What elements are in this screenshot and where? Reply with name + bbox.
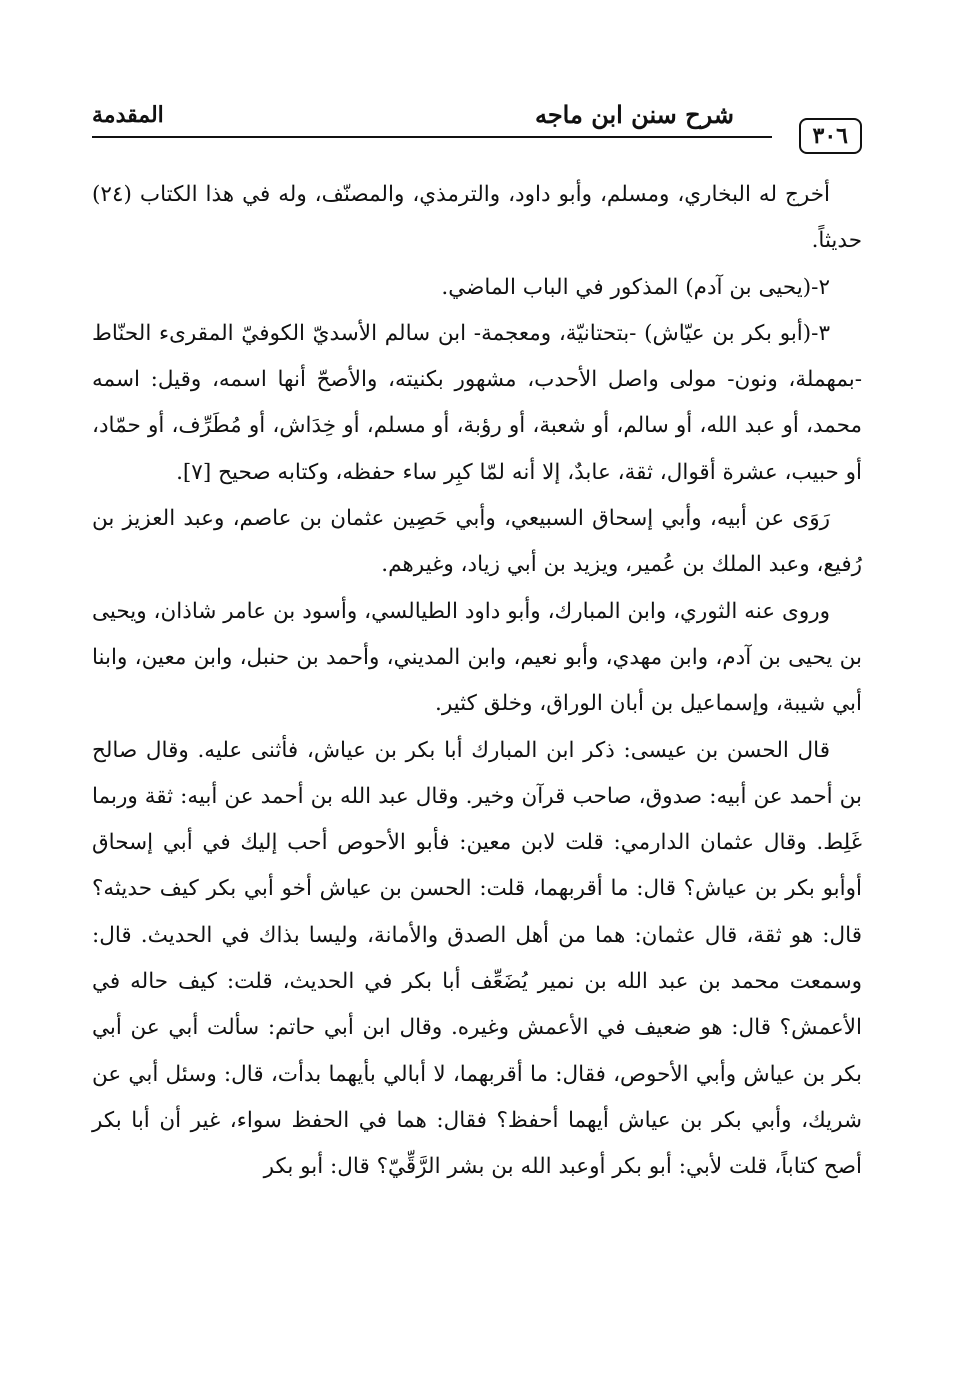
running-title: شرح سنن ابن ماجه (534, 100, 734, 129)
header-rule (92, 136, 772, 138)
paragraph: أخرج له البخاري، ومسلم، وأبو داود، والترمذي، والمصنّف، وله في هذا الكتاب (٢٤) حديثاً. (92, 182, 862, 254)
paragraph: قال الحسن بن عيسى: ذكر ابن المبارك أبا بكر بن عياش، فأثنى عليه. وقال صالح بن أحمد عن أبيه: صدوق، صاحب قرآن وخير. وقال عبد الله بن أحمد عن أبيه: ثقة وربما غَلِط. وقال عثمان الدارمي: قلت لابن معين: فأبو الأحوص أحب إليك في أبي إسحاق أوأبو بكر بن عياش؟ قال: ما أقربهما، قلت: الحسن بن عياش أخو أبي بكر كيف حديثه؟ قال: هو ثقة، قال عثمان: هما من أهل الصدق والأمانة، وليسا بذاك في الحديث. قال: وسمعت محمد بن عبد الله بن نمير يُضَعِّف أبا بكر في الحديث، قلت: كيف حاله في الأعمش؟ قال: هو ضعيف في الأعمش وغيره. وقال ابن أبي حاتم: سألت أبي عن أبي بكر بن عياش وأبي الأحوص، فقال: ما أقربهما، لا أبالي بأيهما بدأت، قال: وسئل أبي عن شريك، وأبي بكر بن عياش أيهما أحفظ؟ فقال: هما في الحفظ سواء، غير أن أبا بكر أصح كتاباً، قلت لأبي: أبو بكر أوعبد الله بن بشر الرَّقِّيّ؟ قال: أبو بكر (92, 737, 862, 1180)
page-number: ٣٠٦ (799, 118, 862, 154)
paragraph: ٢-(يحيى بن آدم) المذكور في الباب الماضي. (441, 274, 830, 300)
paragraph: رَوَى عن أبيه، وأبي إسحاق السبيعي، وأبي حَصِين عثمان بن عاصم، وعبد العزيز بن رُفيع، وعبد الملك بن عُمير، ويزيد بن أبي زياد، وغيرهم. (92, 506, 862, 578)
section-title: المقدمة (92, 102, 164, 128)
paragraph: وروى عنه الثوري، وابن المبارك، وأبو داود الطيالسي، وأسود بن عامر شاذان، ويحيى بن يحيى بن آدم، وابن مهدي، وأبو نعيم، وابن المديني، وأحمد بن حنبل، وابن معين، وابنا أبي شيبة، وإسماعيل بن أبان الوراق، وخلق كثير. (92, 598, 863, 717)
paragraph: ٣-(أبو بكر بن عيّاش) -بتحتانيّة، ومعجمة- ابن سالم الأسديّ الكوفيّ المقرىء الحنّاط -بمهملة، ونون- مولى واصل الأحدب، مشهور بكنيته، والأصحّ أنها اسمه، وقيل: اسمه محمد، أو عبد الله، أو سالم، أو شعبة، أو رؤبة، أو مسلم، أو خِدَاش، أو مُطَرِّف، أو حمّاد، أو حبيب، عشرة أقوال، ثقة، عابدٌ، إلا أنه لمّا كبِر ساء حفظه، وكتابه صحيح [٧]. (92, 320, 862, 485)
body-text (92, 172, 862, 1191)
page-header (92, 100, 862, 160)
